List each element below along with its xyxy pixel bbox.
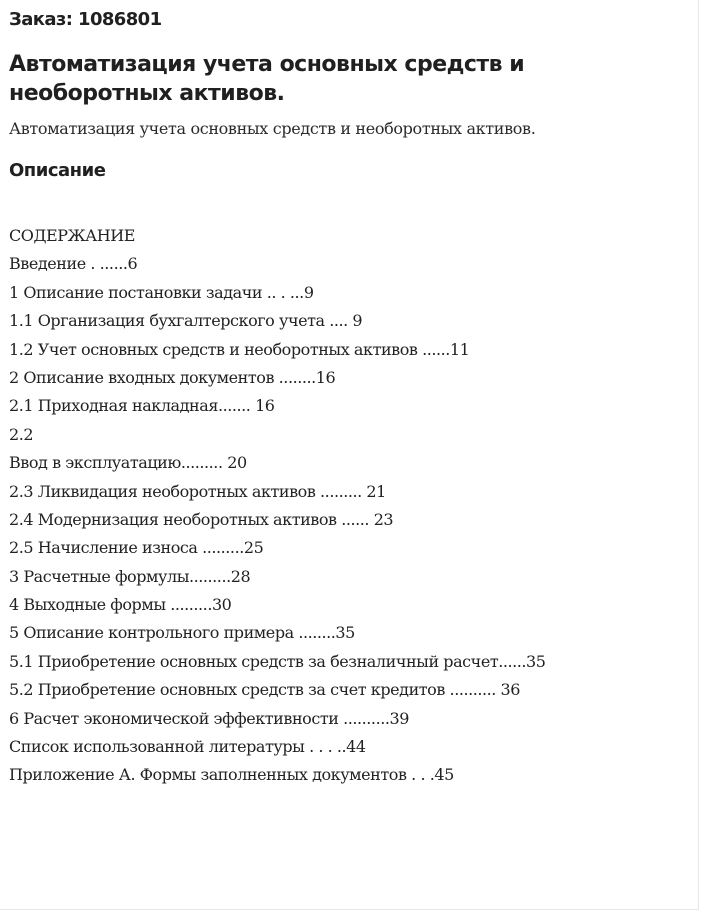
toc-item: 1.2 Учет основных средств и необоротных активов ......11 xyxy=(9,339,470,359)
toc-item: 2.1 Приходная накладная....... 16 xyxy=(9,396,275,416)
order-number: Заказ: 1086801 xyxy=(9,9,162,30)
toc-item: 3 Расчетные формулы.........28 xyxy=(9,566,251,586)
toc-item: 2.3 Ликвидация необоротных активов ......... 21 xyxy=(9,481,386,501)
toc-item: 5.2 Приобретение основных средств за счет кредитов .......... 36 xyxy=(9,680,521,700)
toc-heading: СОДЕРЖАНИЕ xyxy=(9,226,135,245)
toc-item: 2.2 xyxy=(9,424,34,444)
document-subtitle: Автоматизация учета основных средств и необоротных активов. xyxy=(9,119,536,138)
toc-item: Ввод в эксплуатацию......... 20 xyxy=(9,453,247,473)
document-title: Автоматизация учета основных средств и необоротных активов. xyxy=(9,52,525,106)
toc-item: Список использованной литературы . . . ..44 xyxy=(9,737,366,757)
toc-item: 1.1 Организация бухгалтерского учета .... 9 xyxy=(9,311,363,331)
toc-item: 2.4 Модернизация необоротных активов ...... 23 xyxy=(9,509,394,529)
toc-item: Приложение А. Формы заполненных документов . . .45 xyxy=(9,765,454,785)
toc-item: 1 Описание постановки задачи .. . ...9 xyxy=(9,282,314,302)
toc-item: Введение . ......6 xyxy=(9,254,138,274)
toc-item: 5.1 Приобретение основных средств за безналичный расчет......35 xyxy=(9,651,546,671)
toc-item: 2 Описание входных документов ........16 xyxy=(9,367,336,387)
toc-item: 2.5 Начисление износа .........25 xyxy=(9,538,264,558)
toc-item: 6 Расчет экономической эффективности ..........39 xyxy=(9,708,409,728)
toc-item: 5 Описание контрольного примера ........35 xyxy=(9,623,355,643)
table-of-contents xyxy=(9,222,546,790)
toc-item: 4 Выходные формы .........30 xyxy=(9,595,232,615)
description-heading: Описание xyxy=(9,160,106,181)
